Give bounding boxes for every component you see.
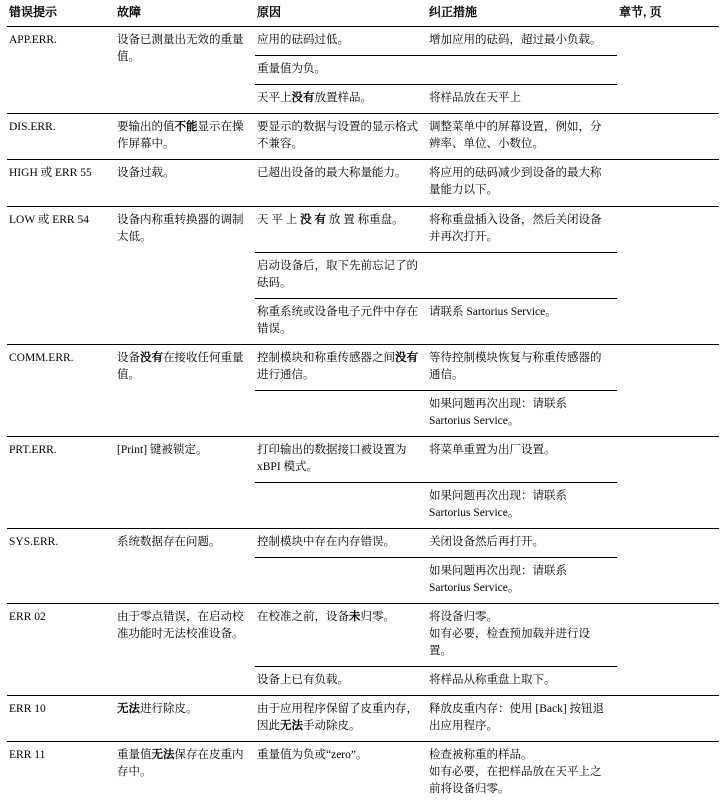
cell-corrective-action: 将菜单重置为出厂设置。	[427, 436, 617, 482]
cell-cause: 应用的砝码过低。	[257, 34, 349, 47]
cell-fault: [Print] 键被锁定。	[115, 436, 255, 528]
cell-fault: 要输出的值不能显示在操作屏幕中。	[115, 114, 255, 160]
cell-cause: 在校准之前，设备未归零。	[255, 603, 427, 666]
cell-section-page	[617, 436, 719, 528]
table-row	[7, 436, 719, 482]
cell-section-page	[617, 114, 719, 160]
cell-corrective-action: 调整菜单中的屏幕设置，例如，分辨率、单位、小数位。	[427, 114, 617, 160]
cell-cause: 称重系统或设备电子元件中存在错误。	[255, 298, 427, 344]
cell-cause: 天平上没有放置样品。	[255, 85, 427, 114]
table-row	[7, 206, 719, 252]
cell-cause	[255, 390, 427, 436]
cell-corrective-action: 将称重盘插入设备，然后关闭设备并再次打开。	[427, 206, 617, 252]
cell-corrective-action: 请联系 Sartorius Service。	[427, 298, 617, 344]
cell-cause: 控制模块中存在内存错误。	[255, 528, 427, 557]
cell-section-page	[617, 741, 719, 804]
cell-error-message: DIS.ERR.	[7, 114, 115, 160]
cell-cause: 重量值为负。	[255, 56, 427, 85]
cell-cause	[255, 557, 427, 603]
column-header-cause: 原因	[255, 4, 427, 27]
cell-error-message: ERR 11	[7, 741, 115, 804]
cell-section-page	[617, 27, 719, 114]
cell-cause: 由于应用程序保留了皮重内存，因此无法手动除皮。	[255, 695, 427, 741]
cell-cause: 控制模块和称重传感器之间没有进行通信。	[255, 344, 427, 390]
table-row	[7, 344, 719, 390]
error-codes-table	[7, 4, 719, 804]
cell-fault: 设备过载。	[115, 160, 255, 206]
cell-corrective-action: 将样品放在天平上	[427, 85, 617, 114]
cell-corrective-action: 如果问题再次出现：请联系 Sartorius Service。	[427, 390, 617, 436]
cell-corrective-action: 关闭设备然后再打开。	[427, 528, 617, 557]
cell-error-message: LOW 或 ERR 54	[7, 206, 115, 344]
cell-section-page	[617, 528, 719, 603]
table-header	[7, 4, 719, 27]
table-row	[7, 741, 719, 804]
cell-corrective-action: 如果问题再次出现：请联系 Sartorius Service。	[427, 557, 617, 603]
cell-error-message: ERR 02	[7, 603, 115, 695]
cell-corrective-action	[427, 252, 617, 298]
cell-fault: 设备没有在接收任何重量值。	[115, 344, 255, 436]
cell-cause: 设备上已有负载。	[255, 666, 427, 695]
column-header-section-page: 章节, 页	[617, 4, 719, 27]
cell-section-page	[617, 344, 719, 436]
column-header-corrective-action: 纠正措施	[427, 4, 617, 27]
cell-corrective-action: 将设备归零。 如有必要，检查预加载并进行设置。	[427, 603, 617, 666]
cell-cause: 已超出设备的最大称量能力。	[255, 160, 427, 206]
cell-fault: 重量值无法保存在皮重内存中。	[115, 741, 255, 804]
cell-section-page	[617, 603, 719, 695]
cell-cause: 打印输出的数据接口被设置为 xBPI 模式。	[255, 436, 427, 482]
cell-cause: 天 平 上 没 有 放 置 称重盘。	[255, 206, 427, 252]
cell-error-message: APP.ERR.	[9, 34, 57, 47]
cell-error-message: HIGH 或 ERR 55	[7, 160, 115, 206]
table-body	[7, 27, 719, 804]
cell-error-message: COMM.ERR.	[7, 344, 115, 436]
cell-section-page	[617, 206, 719, 344]
cell-cause: 要显示的数据与设置的显示格式不兼容。	[255, 114, 427, 160]
cell-corrective-action: 如果问题再次出现：请联系 Sartorius Service。	[427, 482, 617, 528]
cell-error-message: PRT.ERR.	[7, 436, 115, 528]
cell-corrective-action: 将样品从称重盘上取下。	[427, 666, 617, 695]
table-row	[7, 160, 719, 206]
error-table-page	[0, 4, 726, 795]
cell-corrective-action: 等待控制模块恢复与称重传感器的通信。	[427, 344, 617, 390]
cell-corrective-action	[427, 56, 617, 85]
cell-section-page	[617, 695, 719, 741]
cell-fault: 由于零点错误，在启动校准功能时无法校准设备。	[115, 603, 255, 695]
cell-fault: 系统数据存在问题。	[115, 528, 255, 603]
cell-corrective-action: 检查被称重的样品。 如有必要，在把样品放在天平上之前将设备归零。	[427, 741, 617, 804]
cell-fault: 设备内称重转换器的调制太低。	[115, 206, 255, 344]
column-header-error-message: 错误提示	[7, 4, 115, 27]
cell-corrective-action: 释放皮重内存：使用 [Back] 按钮退出应用程序。	[427, 695, 617, 741]
cell-corrective-action: 增加应用的砝码，超过最小负载。	[429, 34, 602, 47]
table-row	[7, 27, 719, 56]
cell-cause: 重量值为负或“zero”。	[255, 741, 427, 804]
cell-error-message: SYS.ERR.	[7, 528, 115, 603]
cell-fault: 无法进行除皮。	[115, 695, 255, 741]
cell-fault: 设备已测量出无效的重量值。	[117, 34, 244, 64]
cell-error-message: ERR 10	[7, 695, 115, 741]
cell-section-page	[617, 160, 719, 206]
table-header-row	[7, 4, 719, 27]
table-row	[7, 603, 719, 666]
cell-cause	[255, 482, 427, 528]
cell-cause: 启动设备后，取下先前忘记了的砝码。	[255, 252, 427, 298]
cell-corrective-action: 将应用的砝码减少到设备的最大称量能力以下。	[427, 160, 617, 206]
table-row	[7, 528, 719, 557]
table-row	[7, 114, 719, 160]
table-row	[7, 695, 719, 741]
column-header-fault: 故障	[115, 4, 255, 27]
